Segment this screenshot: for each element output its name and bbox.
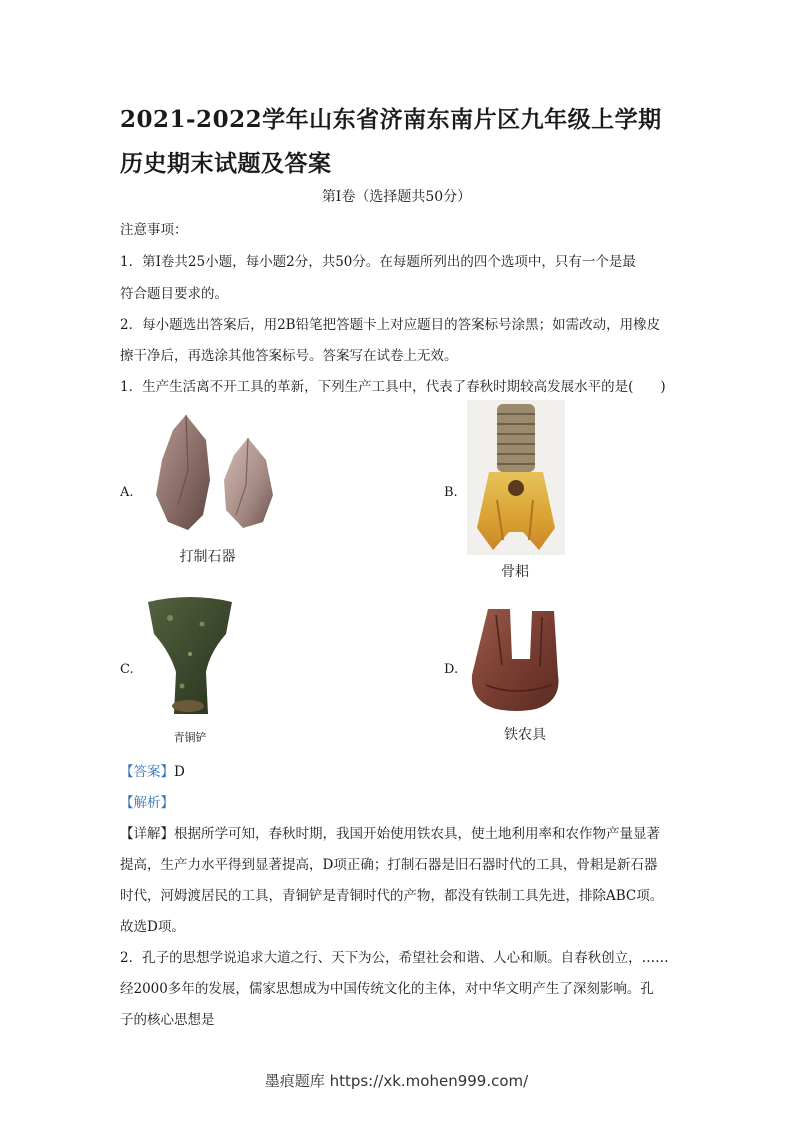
detail-tag: 【详解】 — [120, 826, 174, 842]
option-c-caption: 青铜铲 — [173, 731, 207, 744]
answer-line — [120, 760, 185, 780]
stone-tools-image — [148, 410, 283, 539]
iron-tool-image — [466, 605, 578, 717]
footer-watermark: 墨痕题库 https://xk.mohen999.com/ — [264, 1072, 529, 1090]
document-title: 2021-2022学年山东省济南东南片区九年级上学期历史期末试题及答案 — [120, 106, 662, 177]
question-2-line-3: 子的核心思想是 — [120, 1012, 215, 1028]
detail-line-1 — [120, 822, 660, 842]
detail-line-3: 时代，河姆渡居民的工具，青铜铲是青铜时代的产物，都没有铁制工具先进，排除ABC项。 — [120, 888, 664, 904]
notice-2-line-a: 2．每小题选出答案后，用2B铅笔把答题卡上对应题目的答案标号涂黑；如需改动，用橡皮 — [120, 317, 661, 333]
bone-spade-image — [467, 400, 565, 559]
question-2-line-1: 2．孔子的思想学说追求大道之行、天下为公，希望社会和谐、人心和顺。自春秋创立，…… — [120, 950, 669, 966]
option-a-label: A. — [120, 485, 134, 500]
bronze-shovel-image — [140, 594, 240, 726]
detail-line-4: 故选D项。 — [120, 919, 185, 935]
notice-2-line-b: 擦干净后，再选涂其他答案标号。答案写在试卷上无效。 — [120, 348, 458, 364]
notice-heading: 注意事项： — [120, 222, 188, 238]
answer-tag: 【答案】 — [120, 764, 174, 780]
question-1-stem: 1．生产生活离不开工具的革新，下列生产工具中，代表了春秋时期较高发展水平的是( ) — [120, 379, 666, 395]
analysis-tag: 【解析】 — [120, 795, 174, 811]
section-title: 第Ⅰ卷（选择题共50分） — [321, 189, 472, 205]
notice-1-line-b: 符合题目要求的。 — [120, 286, 228, 302]
option-b-label: B. — [444, 485, 458, 500]
answer-value: D — [174, 764, 185, 780]
detail-text-1: 根据所学可知，春秋时期，我国开始使用铁农具，使土地利用率和农作物产量显著 — [174, 826, 660, 842]
option-c-label: C. — [120, 662, 134, 677]
option-b-caption: 骨耜 — [501, 564, 529, 580]
detail-line-2: 提高，生产力水平得到显著提高，D项正确；打制石器是旧石器时代的工具，骨耜是新石器 — [120, 857, 658, 873]
option-d-caption: 铁农具 — [504, 727, 546, 743]
option-a-caption: 打制石器 — [179, 549, 236, 565]
option-d-label: D. — [444, 662, 459, 677]
question-2-line-2: 经2000多年的发展，儒家思想成为中国传统文化的主体，对中华文明产生了深刻影响。孔 — [120, 981, 654, 997]
notice-1-line-a: 1．第Ⅰ卷共25小题，每小题2分，共50分。在每题所列出的四个选项中，只有一个是最 — [120, 254, 636, 270]
